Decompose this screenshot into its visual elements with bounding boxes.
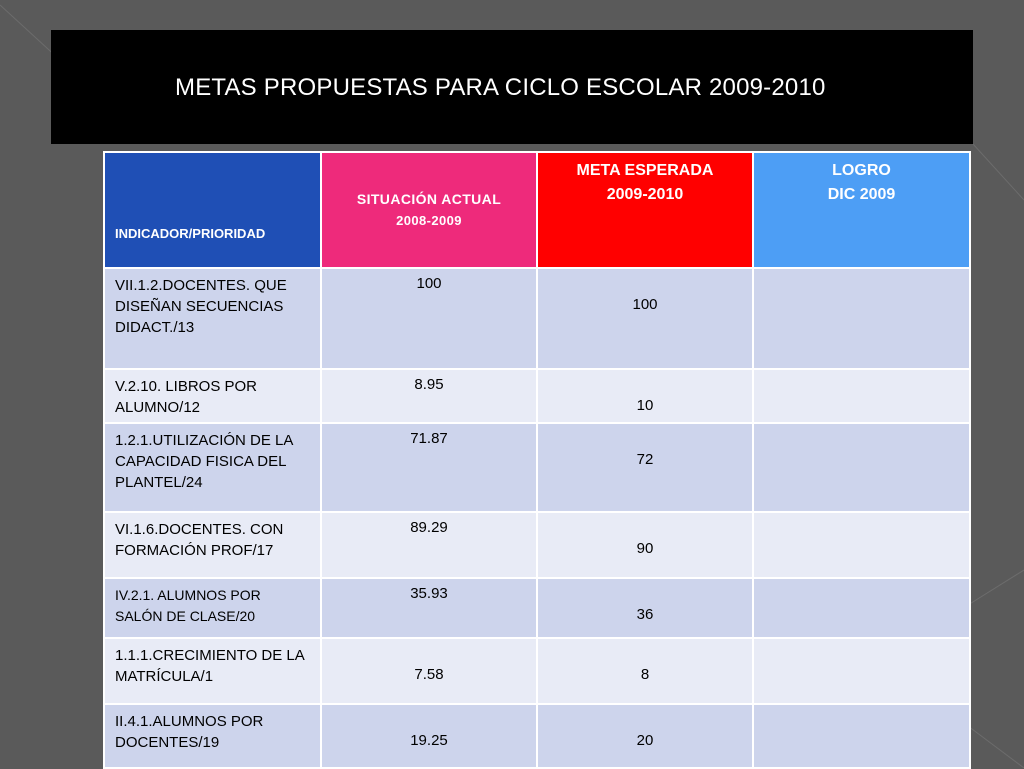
logro-cell: [753, 638, 970, 704]
table-row: [104, 578, 970, 638]
logro-cell: [753, 512, 970, 578]
header-logro-period: DIC 2009: [827, 186, 896, 203]
logro-cell: [753, 268, 970, 369]
header-indicador: INDICADOR/PRIORIDAD: [104, 152, 321, 268]
indicador-cell: VII.1.2.DOCENTES. QUE DISEÑAN SECUENCIAS DIDACT./13: [104, 268, 321, 369]
table-row: [104, 423, 970, 512]
indicador-cell: V.2.10. LIBROS POR ALUMNO/12: [104, 369, 321, 423]
situacion-value: 89.29: [410, 519, 448, 536]
meta-value: 36: [636, 606, 654, 623]
meta-cell: [537, 578, 753, 638]
indicador-cell: VI.1.6.DOCENTES. CON FORMACIÓN PROF/17: [104, 512, 321, 578]
situacion-cell: [321, 268, 537, 369]
situacion-cell: [321, 578, 537, 638]
meta-cell: [537, 268, 753, 369]
situacion-cell: [321, 423, 537, 512]
title-bar: [51, 30, 973, 144]
table-row: [104, 638, 970, 704]
meta-value: 72: [636, 451, 654, 468]
situacion-cell: [321, 638, 537, 704]
logro-cell: [753, 704, 970, 768]
meta-cell: [537, 423, 753, 512]
indicador-cell: IV.2.1. ALUMNOS POR SALÓN DE CLASE/20: [104, 578, 321, 638]
table-row: [104, 704, 970, 768]
situacion-value: 71.87: [410, 430, 448, 447]
situacion-value: 19.25: [410, 732, 448, 749]
situacion-value: 100: [416, 275, 442, 292]
meta-value: 90: [636, 540, 654, 557]
header-meta-period: 2009-2010: [606, 186, 684, 203]
table-header-row: [104, 152, 970, 268]
meta-value: 100: [632, 296, 658, 313]
slide-title: METAS PROPUESTAS PARA CICLO ESCOLAR 2009-2010: [175, 74, 826, 101]
table-row: [104, 268, 970, 369]
situacion-cell: [321, 512, 537, 578]
meta-cell: [537, 638, 753, 704]
meta-value: 8: [640, 666, 650, 683]
situacion-cell: [321, 704, 537, 768]
header-logro: [753, 152, 970, 268]
situacion-value: 8.95: [414, 376, 444, 393]
meta-cell: [537, 704, 753, 768]
header-meta-esperada: [537, 152, 753, 268]
logro-cell: [753, 423, 970, 512]
situacion-value: 7.58: [414, 666, 444, 683]
header-logro-label: LOGRO: [832, 162, 891, 179]
indicador-cell: 1.1.1.CRECIMIENTO DE LA MATRÍCULA/1: [104, 638, 321, 704]
meta-cell: [537, 512, 753, 578]
indicador-cell: 1.2.1.UTILIZACIÓN DE LA CAPACIDAD FISICA DEL PLANTEL/24: [104, 423, 321, 512]
table-row: [104, 369, 970, 423]
indicador-cell: II.4.1.ALUMNOS POR DOCENTES/19: [104, 704, 321, 768]
meta-cell: [537, 369, 753, 423]
metas-table: [103, 151, 971, 769]
logro-cell: [753, 369, 970, 423]
header-situacion-label: SITUACIÓN ACTUAL: [356, 191, 502, 207]
situacion-value: 35.93: [410, 585, 448, 602]
header-meta-label: META ESPERADA: [576, 162, 714, 179]
table-row: [104, 512, 970, 578]
meta-value: 10: [636, 397, 654, 414]
logro-cell: [753, 578, 970, 638]
situacion-cell: [321, 369, 537, 423]
header-situacion-actual: [321, 152, 537, 268]
meta-value: 20: [636, 732, 654, 749]
header-situacion-period: 2008-2009: [396, 213, 462, 228]
